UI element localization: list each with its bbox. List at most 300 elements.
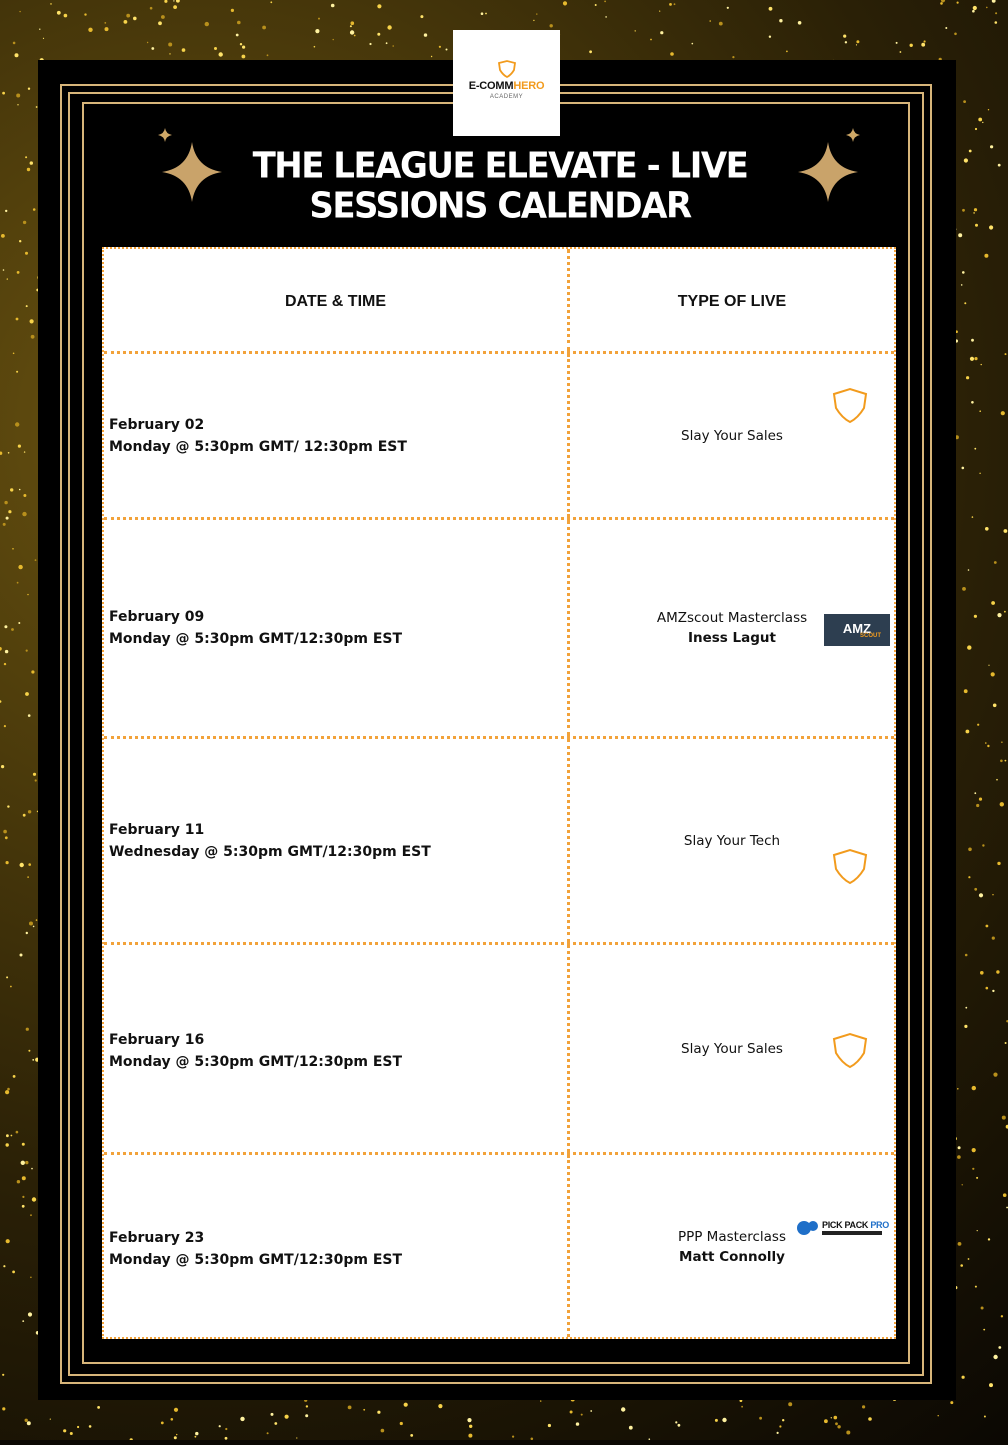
glitter-speck [22, 1143, 25, 1146]
page-title: THE LEAGUE ELEVATE - LIVE SESSIONS CALENDAR [252, 145, 748, 227]
glitter-speck [8, 452, 10, 454]
glitter-speck [581, 1414, 583, 1416]
glitter-speck [377, 33, 380, 36]
glitter-speck [1004, 611, 1006, 613]
glitter-speck [960, 1264, 963, 1267]
glitter-speck [968, 569, 970, 571]
glitter-speck [900, 51, 902, 53]
glitter-speck [940, 2, 943, 5]
glitter-speck [296, 1437, 297, 1438]
glitter-speck [968, 1258, 970, 1260]
glitter-speck [50, 3, 52, 5]
glitter-speck [331, 4, 335, 8]
glitter-speck [991, 672, 995, 676]
glitter-speck [974, 448, 976, 450]
glitter-speck [28, 1312, 32, 1316]
glitter-speck [991, 601, 995, 605]
glitter-speck [169, 53, 170, 54]
glitter-speck [957, 1155, 961, 1159]
glitter-speck [992, 937, 995, 940]
glitter-speck [23, 494, 26, 497]
glitter-speck [974, 888, 977, 891]
glitter-speck [972, 10, 975, 13]
glitter-speck [950, 1401, 953, 1404]
glitter-speck [958, 233, 962, 237]
glitter-speck [964, 689, 968, 693]
glitter-speck [439, 46, 441, 48]
glitter-speck [997, 613, 1001, 617]
glitter-speck [64, 14, 68, 18]
glitter-speck [27, 594, 28, 595]
glitter-speck [976, 1177, 978, 1179]
glitter-speck [348, 1406, 352, 1410]
shield-icon [830, 386, 870, 426]
glitter-speck [945, 27, 947, 29]
glitter-speck [31, 670, 34, 673]
glitter-speck [70, 1432, 73, 1435]
glitter-speck [831, 1417, 832, 1418]
glitter-speck [28, 863, 31, 866]
glitter-speck [30, 1214, 32, 1216]
glitter-speck [972, 1148, 976, 1152]
glitter-speck [856, 40, 859, 43]
glitter-speck [921, 43, 925, 47]
glitter-speck [438, 1404, 442, 1408]
glitter-speck [17, 104, 18, 105]
glitter-speck [195, 1432, 198, 1435]
glitter-speck [779, 19, 782, 22]
glitter-speck [33, 926, 35, 928]
glitter-speck [971, 401, 974, 404]
glitter-speck [26, 932, 28, 934]
glitter-speck [988, 665, 989, 666]
sessions-table [102, 247, 896, 1339]
glitter-speck [31, 1168, 33, 1170]
glitter-speck [824, 1419, 828, 1423]
glitter-speck [13, 1075, 16, 1078]
session-date: February 02 Monday @ 5:30pm GMT/ 12:30pm EST [109, 417, 407, 455]
glitter-speck [171, 1418, 174, 1421]
glitter-speck [962, 209, 965, 212]
glitter-speck [962, 271, 965, 274]
glitter-speck [28, 88, 30, 90]
glitter-speck [837, 1425, 840, 1428]
glitter-speck [966, 376, 969, 379]
glitter-speck [15, 53, 19, 57]
glitter-speck [896, 42, 898, 44]
glitter-speck [798, 21, 802, 25]
glitter-speck [997, 862, 1000, 865]
logo-shield-icon [497, 60, 517, 78]
glitter-speck [151, 47, 154, 50]
glitter-speck [605, 16, 607, 18]
glitter-speck [30, 161, 33, 164]
glitter-speck [158, 21, 162, 25]
glitter-speck [973, 212, 975, 214]
glitter-speck [369, 43, 371, 45]
glitter-speck [978, 118, 982, 122]
glitter-speck [237, 21, 241, 25]
glitter-speck [4, 725, 6, 727]
glitter-speck [400, 1422, 403, 1425]
glitter-speck [963, 100, 966, 103]
glitter-speck [1003, 1193, 1007, 1197]
glitter-speck [26, 650, 28, 652]
pickpackpro-wordmark: PICK PACK PRO [822, 1220, 889, 1230]
glitter-speck [314, 46, 316, 48]
glitter-speck [971, 339, 974, 342]
glitter-speck [965, 954, 968, 957]
glitter-speck [420, 15, 423, 18]
glitter-speck [977, 724, 979, 726]
glitter-speck [533, 20, 534, 21]
glitter-speck [18, 565, 22, 569]
glitter-speck [22, 512, 26, 516]
glitter-speck [576, 1422, 579, 1425]
glitter-speck [958, 1242, 962, 1246]
glitter-speck [974, 615, 977, 618]
glitter-speck [589, 50, 592, 53]
glitter-speck [26, 1028, 29, 1031]
glitter-speck [6, 1239, 10, 1243]
glitter-speck [629, 1426, 633, 1430]
glitter-speck [270, 1, 272, 3]
glitter-speck [5, 650, 8, 653]
glitter-speck [856, 44, 857, 45]
glitter-speck [1005, 353, 1007, 355]
glitter-speck [659, 11, 660, 12]
glitter-speck [4, 625, 7, 628]
glitter-speck [18, 445, 21, 448]
glitter-speck [350, 30, 354, 34]
pickpackpro-logo [796, 1219, 889, 1239]
glitter-speck [22, 1320, 24, 1322]
glitter-speck [0, 452, 2, 455]
glitter-speck [219, 1425, 221, 1427]
glitter-speck [242, 55, 246, 59]
glitter-speck [225, 1428, 227, 1430]
glitter-speck [2, 92, 5, 95]
glitter-speck [182, 48, 186, 52]
glitter-speck [22, 1205, 25, 1208]
glitter-speck [835, 1422, 838, 1425]
small-sparkle-icon [846, 128, 860, 142]
glitter-speck [306, 1405, 308, 1407]
table-row [104, 945, 894, 1155]
glitter-speck [1000, 802, 1004, 806]
glitter-speck [35, 779, 37, 781]
glitter-speck [1005, 1042, 1007, 1044]
glitter-speck [985, 742, 987, 744]
glitter-speck [33, 773, 36, 776]
glitter-speck [972, 1086, 976, 1090]
glitter-speck [989, 1383, 993, 1387]
glitter-speck [983, 1329, 985, 1331]
glitter-speck [993, 1355, 997, 1359]
glitter-speck [512, 1436, 514, 1438]
glitter-speck [692, 43, 694, 45]
glitter-speck [161, 15, 165, 19]
table-row [104, 1155, 894, 1337]
glitter-speck [968, 876, 970, 878]
glitter-speck [150, 7, 153, 10]
glitter-speck [957, 1088, 959, 1090]
glitter-speck [846, 1431, 850, 1435]
glitter-speck [363, 1409, 365, 1411]
glitter-speck [333, 39, 334, 40]
glitter-speck [10, 986, 12, 988]
glitter-speck [126, 14, 130, 18]
glitter-speck [467, 1418, 471, 1422]
session-type: AMZscout Masterclass Iness Lagut [570, 608, 894, 648]
glitter-speck [964, 1025, 967, 1028]
glitter-speck [990, 145, 993, 148]
glitter-speck [982, 122, 983, 123]
glitter-speck [993, 704, 997, 708]
glitter-speck [23, 221, 26, 224]
pickpackpro-mark-icon [796, 1219, 820, 1237]
session-date: February 23 Monday @ 5:30pm GMT/12:30pm EST [109, 1230, 403, 1268]
table-row [104, 354, 894, 520]
glitter-speck [28, 1050, 30, 1052]
glitter-speck [741, 1406, 743, 1408]
glitter-speck [996, 970, 999, 973]
glitter-speck [5, 210, 7, 212]
glitter-speck [981, 364, 982, 365]
glitter-speck [25, 1419, 28, 1422]
glitter-speck [727, 7, 729, 9]
glitter-speck [410, 1434, 413, 1437]
glitter-speck [242, 46, 245, 49]
session-date: February 09 Monday @ 5:30pm GMT/12:30pm EST [109, 609, 403, 647]
glitter-speck [236, 34, 239, 37]
glitter-speck [7, 278, 8, 279]
table-row [104, 520, 894, 739]
glitter-speck [976, 804, 979, 807]
glitter-speck [3, 523, 6, 526]
glitter-speck [88, 28, 92, 32]
glitter-speck [27, 876, 29, 878]
logo-brand: E-COMMHERO [468, 80, 545, 92]
glitter-speck [240, 43, 242, 45]
glitter-speck [11, 628, 14, 631]
glitter-speck [147, 42, 148, 43]
glitter-speck [267, 1432, 269, 1434]
glitter-speck [4, 663, 6, 665]
shield-icon [830, 847, 870, 887]
glitter-speck [168, 43, 172, 47]
glitter-speck [975, 1286, 977, 1288]
glitter-speck [164, 0, 167, 3]
glitter-speck [2, 1374, 4, 1376]
glitter-speck [8, 510, 11, 513]
glitter-speck [979, 473, 980, 474]
session-host: Iness Lagut [687, 630, 776, 646]
glitter-speck [29, 922, 33, 926]
glitter-speck [1, 234, 5, 238]
glitter-speck [17, 271, 20, 274]
glitter-speck [195, 1436, 197, 1438]
glitter-speck [982, 844, 984, 846]
glitter-speck [719, 22, 723, 26]
glitter-speck [7, 1088, 10, 1091]
glitter-speck [77, 1426, 79, 1428]
session-type: Slay Your Sales [681, 428, 783, 444]
glitter-speck [977, 1230, 978, 1231]
glitter-speck [15, 422, 19, 426]
glitter-speck [16, 1131, 19, 1134]
glitter-speck [975, 128, 977, 130]
glitter-speck [998, 1346, 1001, 1349]
glitter-speck [225, 1437, 228, 1440]
glitter-speck [26, 305, 28, 307]
glitter-speck [962, 1376, 965, 1379]
glitter-speck [271, 1413, 274, 1416]
glitter-speck [995, 21, 998, 24]
glitter-speck [722, 1418, 726, 1422]
glitter-speck [941, 0, 945, 2]
glitter-speck [25, 1161, 28, 1164]
glitter-speck [5, 836, 8, 839]
glitter-speck [231, 9, 234, 12]
glitter-speck [974, 792, 976, 794]
glitter-speck [21, 1161, 25, 1165]
glitter-speck [30, 1277, 32, 1279]
glitter-speck [28, 810, 31, 813]
amzscout-logo: AMZ SCOUT [824, 614, 890, 646]
glitter-speck [19, 489, 21, 491]
glitter-speck [984, 254, 988, 258]
glitter-speck [1001, 1315, 1003, 1317]
glitter-speck [998, 164, 1001, 167]
glitter-speck [16, 94, 20, 98]
glitter-speck [133, 17, 137, 21]
glitter-speck [176, 0, 180, 3]
glitter-speck [1001, 742, 1002, 743]
glitter-speck [595, 4, 597, 6]
glitter-speck [22, 1196, 24, 1198]
glitter-speck [669, 3, 672, 6]
glitter-speck [6, 1143, 9, 1146]
glitter-speck [961, 284, 963, 286]
glitter-speck [732, 56, 734, 58]
header-date-time: DATE & TIME [284, 293, 387, 310]
glitter-speck [570, 1411, 573, 1414]
glitter-speck [219, 52, 223, 56]
glitter-speck [986, 987, 989, 990]
glitter-speck [173, 5, 177, 9]
glitter-speck [674, 3, 676, 5]
glitter-speck [176, 1434, 177, 1435]
glitter-speck [979, 410, 981, 412]
glitter-speck [979, 798, 982, 801]
glitter-speck [262, 26, 266, 30]
glitter-speck [563, 1, 567, 5]
glitter-speck [22, 1176, 26, 1180]
glitter-speck [993, 1073, 997, 1077]
glitter-speck [678, 1424, 681, 1427]
glitter-speck [970, 357, 974, 361]
glitter-speck [124, 20, 128, 24]
small-sparkle-icon [158, 128, 172, 142]
glitter-speck [424, 33, 427, 36]
glitter-speck [536, 13, 537, 14]
glitter-speck [966, 730, 970, 734]
glitter-speck [709, 20, 711, 22]
glitter-speck [404, 1403, 408, 1407]
glitter-speck [27, 1421, 31, 1425]
glitter-speck [57, 11, 61, 15]
glitter-speck [845, 41, 847, 43]
glitter-speck [205, 22, 209, 26]
glitter-speck [3, 269, 5, 271]
glitter-speck [18, 622, 20, 624]
table-row [104, 739, 894, 945]
glitter-speck [1002, 1116, 1006, 1120]
glitter-speck [862, 1405, 865, 1408]
glitter-speck [30, 319, 34, 323]
glitter-speck [843, 35, 846, 38]
table-header-row [104, 249, 894, 354]
glitter-speck [989, 225, 993, 229]
glitter-speck [985, 527, 989, 531]
glitter-speck [16, 318, 19, 321]
glitter-speck [24, 451, 25, 452]
glitter-speck [548, 1424, 551, 1427]
glitter-speck [1004, 529, 1008, 533]
glitter-speck [0, 700, 1, 703]
glitter-speck [35, 559, 37, 561]
glitter-speck [214, 47, 217, 50]
glitter-speck [485, 13, 487, 15]
glitter-speck [1005, 760, 1007, 762]
glitter-speck [987, 745, 989, 747]
logo-subtitle: ACADEMY [489, 94, 524, 100]
glitter-speck [962, 467, 965, 470]
pickpackpro-tagline-bar [822, 1231, 882, 1235]
glitter-speck [979, 893, 983, 897]
glitter-speck [715, 1419, 718, 1422]
glitter-speck [868, 1417, 872, 1421]
glitter-speck [32, 1059, 34, 1061]
glitter-speck [550, 24, 553, 27]
glitter-speck [973, 6, 977, 10]
glitter-speck [20, 863, 24, 867]
glitter-speck [285, 1415, 289, 1419]
glitter-speck [13, 353, 15, 355]
glitter-speck [84, 13, 86, 15]
glitter-speck [964, 302, 966, 304]
glitter-speck [986, 7, 988, 9]
glitter-speck [650, 39, 652, 41]
glitter-speck [779, 1425, 781, 1427]
glitter-speck [28, 714, 31, 717]
glitter-speck [446, 49, 448, 51]
glitter-speck [63, 1429, 66, 1432]
glitter-speck [988, 109, 989, 110]
ecommhero-logo [453, 30, 560, 136]
glitter-speck [996, 779, 998, 781]
glitter-speck [660, 31, 663, 34]
glitter-speck [992, 894, 993, 895]
glitter-speck [19, 240, 21, 242]
glitter-speck [3, 1265, 5, 1267]
glitter-speck [938, 1415, 939, 1416]
glitter-speck [604, 1, 606, 3]
glitter-speck [11, 1135, 13, 1137]
glitter-speck [481, 12, 484, 15]
glitter-speck [958, 1146, 961, 1149]
